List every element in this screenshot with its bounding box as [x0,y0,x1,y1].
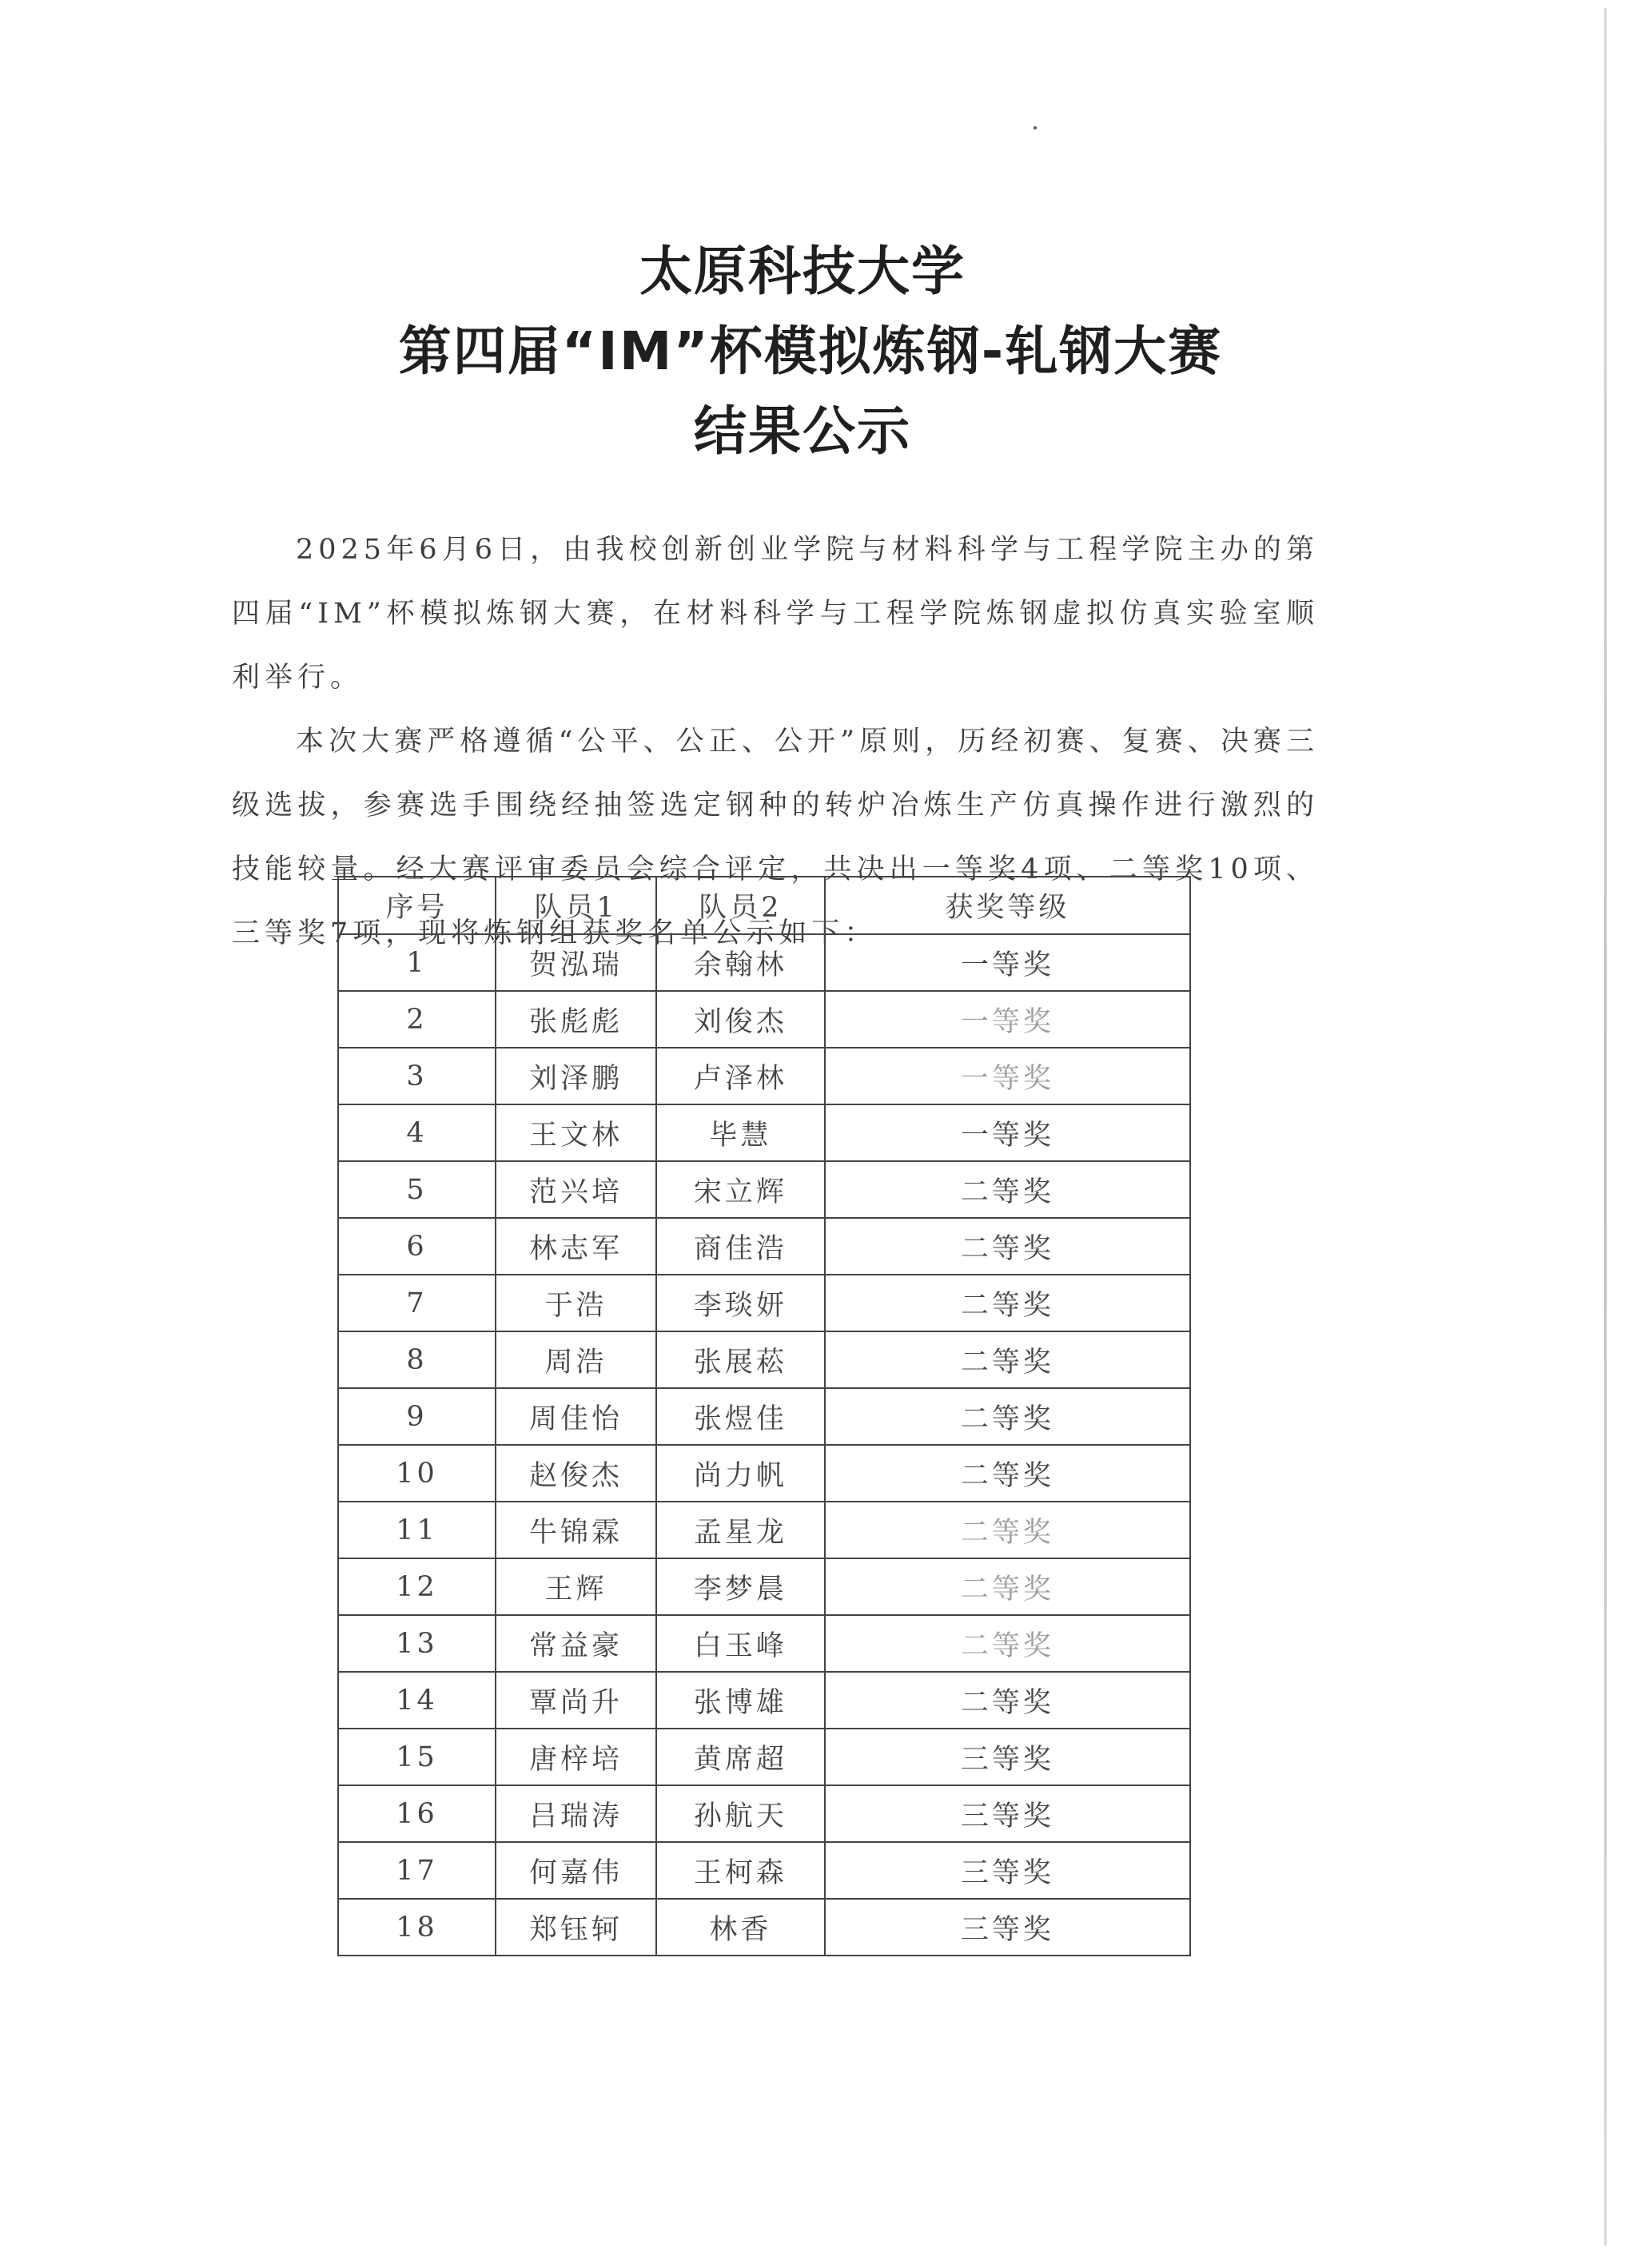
table-row [338,1388,1190,1445]
table-row [338,1445,1190,1502]
cell-member2: 商佳浩 [656,1218,825,1275]
cell-seq: 15 [338,1729,496,1785]
cell-member1: 林志军 [496,1218,656,1275]
cell-award-level: 二等奖 [825,1558,1190,1615]
award-table [337,876,1191,1956]
cell-seq: 11 [338,1502,496,1558]
cell-member1: 何嘉伟 [496,1842,656,1899]
cell-seq: 1 [338,934,496,991]
cell-member1: 覃尚升 [496,1672,656,1729]
cell-seq: 8 [338,1331,496,1388]
title-announcement: 结果公示 [694,400,911,462]
table-row [338,1842,1190,1899]
cell-member1: 赵俊杰 [496,1445,656,1502]
cell-award-level: 一等奖 [825,1104,1190,1161]
cell-member2: 王柯森 [656,1842,825,1899]
table-row [338,1502,1190,1558]
table-row [338,1558,1190,1615]
header-seq: 序号 [338,877,496,934]
table-row [338,1218,1190,1275]
table-row [338,1729,1190,1785]
table-row [338,1785,1190,1842]
cell-member1: 于浩 [496,1275,656,1331]
cell-award-level: 二等奖 [825,1615,1190,1672]
header-member2: 队员2 [656,877,825,934]
table-row [338,1161,1190,1218]
table-row [338,1331,1190,1388]
cell-award-level: 三等奖 [825,1842,1190,1899]
cell-seq: 3 [338,1048,496,1104]
title-competition: 第四届“IM”杯模拟炼钢-轧钢大赛 [398,320,1223,382]
cell-member2: 张展菘 [656,1331,825,1388]
header-award-level: 获奖等级 [825,877,1190,934]
cell-member1: 常益豪 [496,1615,656,1672]
cell-award-level: 二等奖 [825,1331,1190,1388]
paragraph-intro: 2025年6月6日，由我校创新创业学院与材料科学与工程学院主办的第四届“IM”杯模拟炼钢大赛，在材料科学与工程学院炼钢虚拟仿真实验室顺利举行。 [232,534,1319,694]
cell-seq: 9 [338,1388,496,1445]
table-row [338,1048,1190,1104]
cell-award-level: 二等奖 [825,1502,1190,1558]
cell-member1: 张彪彪 [496,991,656,1048]
cell-member2: 张博雄 [656,1672,825,1729]
cell-member2: 毕慧 [656,1104,825,1161]
table-header-row [338,877,1190,934]
cell-award-level: 二等奖 [825,1275,1190,1331]
cell-award-level: 一等奖 [825,991,1190,1048]
cell-member2: 刘俊杰 [656,991,825,1048]
cell-seq: 18 [338,1899,496,1956]
cell-award-level: 三等奖 [825,1899,1190,1956]
title-university: 太原科技大学 [639,241,966,302]
cell-member2: 黄席超 [656,1729,825,1785]
cell-award-level: 二等奖 [825,1445,1190,1502]
cell-member2: 李琰妍 [656,1275,825,1331]
cell-member1: 郑钰轲 [496,1899,656,1956]
table-row [338,934,1190,991]
cell-seq: 10 [338,1445,496,1502]
title-block [0,232,1637,472]
cell-seq: 16 [338,1785,496,1842]
cell-seq: 6 [338,1218,496,1275]
cell-member2: 宋立辉 [656,1161,825,1218]
scan-speck [1034,126,1037,129]
cell-member2: 尚力帆 [656,1445,825,1502]
cell-seq: 5 [338,1161,496,1218]
cell-member1: 贺泓瑞 [496,934,656,991]
cell-seq: 7 [338,1275,496,1331]
paragraph-details: 本次大赛严格遵循“公平、公正、公开”原则，历经初赛、复赛、决赛三级选拔，参赛选手围绕经抽签选定钢种的转炉冶炼生产仿真操作进行激烈的技能较量。经大赛评审委员会综合评定，共决出一等奖4项、二等奖10项、三等奖7项，现将炼钢组获奖名单公示如下： [232,726,1319,949]
cell-member1: 王文林 [496,1104,656,1161]
cell-member2: 余翰林 [656,934,825,991]
cell-member1: 周浩 [496,1331,656,1388]
cell-member2: 孙航天 [656,1785,825,1842]
cell-member1: 范兴培 [496,1161,656,1218]
cell-seq: 14 [338,1672,496,1729]
cell-seq: 4 [338,1104,496,1161]
header-member1: 队员1 [496,877,656,934]
cell-member2: 卢泽林 [656,1048,825,1104]
table-row [338,1899,1190,1956]
cell-member1: 牛锦霖 [496,1502,656,1558]
cell-award-level: 一等奖 [825,934,1190,991]
cell-member1: 吕瑞涛 [496,1785,656,1842]
table-row [338,1615,1190,1672]
cell-member2: 孟星龙 [656,1502,825,1558]
cell-award-level: 二等奖 [825,1218,1190,1275]
cell-award-level: 二等奖 [825,1161,1190,1218]
cell-seq: 13 [338,1615,496,1672]
cell-member1: 王辉 [496,1558,656,1615]
cell-member1: 唐梓培 [496,1729,656,1785]
table-row [338,991,1190,1048]
cell-award-level: 三等奖 [825,1729,1190,1785]
cell-award-level: 二等奖 [825,1388,1190,1445]
table-row [338,1104,1190,1161]
cell-member2: 林香 [656,1899,825,1956]
cell-member2: 张煜佳 [656,1388,825,1445]
cell-member2: 李梦晨 [656,1558,825,1615]
cell-award-level: 二等奖 [825,1672,1190,1729]
cell-member1: 刘泽鹏 [496,1048,656,1104]
cell-member2: 白玉峰 [656,1615,825,1672]
cell-award-level: 三等奖 [825,1785,1190,1842]
table-row [338,1672,1190,1729]
table-body [338,934,1190,1956]
cell-seq: 2 [338,991,496,1048]
cell-seq: 17 [338,1842,496,1899]
cell-award-level: 一等奖 [825,1048,1190,1104]
cell-seq: 12 [338,1558,496,1615]
cell-member1: 周佳怡 [496,1388,656,1445]
table-row [338,1275,1190,1331]
